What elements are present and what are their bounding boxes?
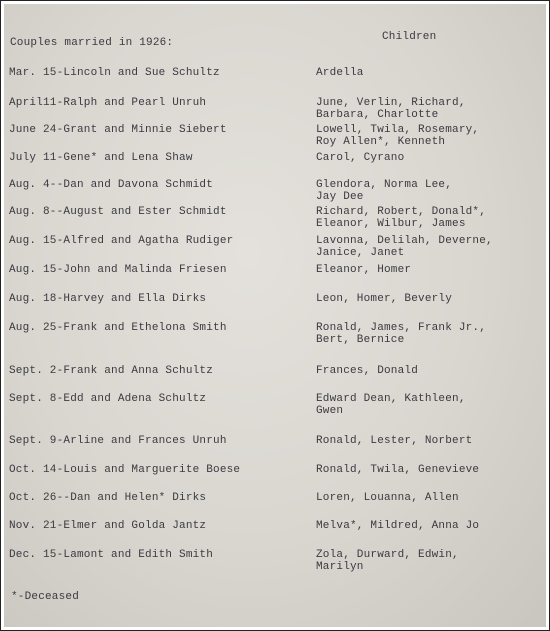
children-entry — [316, 520, 479, 532]
couple-entry: July 11-Gene* and Lena Shaw — [9, 152, 193, 164]
children-line: Lavonna, Delilah, Deverne, — [316, 235, 493, 247]
couple-entry: April11-Ralph and Pearl Unruh — [9, 97, 207, 109]
children-entry — [316, 124, 479, 148]
children-line: Ronald, James, Frank Jr., — [316, 322, 487, 334]
couple-entry: Aug. 8--August and Ester Schmidt — [9, 206, 227, 218]
children-line: Edward Dean, Kathleen, — [316, 393, 466, 405]
children-line: Ardella — [316, 67, 364, 79]
children-line: Eleanor, Wilbur, James — [316, 218, 466, 230]
children-entry — [316, 264, 411, 276]
children-entry — [316, 365, 418, 377]
document-title: Couples married in 1926: — [10, 37, 174, 49]
children-entry — [316, 97, 466, 121]
couple-entry: Sept. 8-Edd and Adena Schultz — [9, 393, 207, 405]
couple-entry: Mar. 15-Lincoln and Sue Schultz — [9, 67, 220, 79]
couple-entry: Sept. 9-Arline and Frances Unruh — [9, 435, 227, 447]
children-line: Richard, Robert, Donald*, — [316, 206, 487, 218]
couple-entry: Aug. 25-Frank and Ethelona Smith — [9, 322, 227, 334]
children-line: Ronald, Lester, Norbert — [316, 435, 473, 447]
children-entry — [316, 235, 493, 259]
children-line: Ronald, Twila, Genevieve — [316, 464, 480, 476]
children-entry — [316, 179, 452, 203]
children-line: Roy Allen*, Kenneth — [316, 136, 446, 148]
children-line: Barbara, Charlotte — [316, 109, 439, 121]
couple-entry: Oct. 26--Dan and Helen* Dirks — [9, 492, 207, 504]
children-line: Loren, Louanna, Allen — [316, 492, 459, 504]
children-line: Zola, Durward, Edwin, — [316, 549, 459, 561]
children-line: Jay Dee — [316, 191, 364, 203]
children-entry — [316, 206, 486, 230]
couple-entry: Aug. 15-John and Malinda Friesen — [9, 264, 227, 276]
typed-document-page — [4, 4, 546, 627]
children-line: Carol, Cyrano — [316, 152, 405, 164]
children-entry — [316, 322, 486, 346]
children-line: Marilyn — [316, 561, 364, 573]
couple-entry: Sept. 2-Frank and Anna Schultz — [9, 365, 214, 377]
children-line: Janice, Janet — [316, 247, 405, 259]
children-line: Eleanor, Homer — [316, 264, 412, 276]
couple-entry: Aug. 4--Dan and Davona Schmidt — [9, 179, 214, 191]
children-line: June, Verlin, Richard, — [316, 97, 466, 109]
children-line: Frances, Donald — [316, 365, 419, 377]
children-entry — [316, 67, 364, 79]
children-line: Bert, Bernice — [316, 334, 405, 346]
couple-entry: Nov. 21-Elmer and Golda Jantz — [9, 520, 207, 532]
children-entry — [316, 464, 479, 476]
couple-entry: June 24-Grant and Minnie Siebert — [9, 124, 227, 136]
children-line: Melva*, Mildred, Anna Jo — [316, 520, 480, 532]
couple-entry: Aug. 15-Alfred and Agatha Rudiger — [9, 235, 234, 247]
children-line: Lowell, Twila, Rosemary, — [316, 124, 480, 136]
couple-entry: Dec. 15-Lamont and Edith Smith — [9, 549, 214, 561]
children-line: Gwen — [316, 405, 344, 417]
couple-entry: Oct. 14-Louis and Marguerite Boese — [9, 464, 241, 476]
couple-entry: Aug. 18-Harvey and Ella Dirks — [9, 293, 207, 305]
children-entry — [316, 435, 472, 447]
children-entry — [316, 293, 452, 305]
children-line: Glendora, Norma Lee, — [316, 179, 453, 191]
children-entry — [316, 549, 459, 573]
footnote: *-Deceased — [11, 591, 80, 603]
children-entry — [316, 492, 459, 504]
children-line: Leon, Homer, Beverly — [316, 293, 453, 305]
children-column-heading: Children — [382, 31, 437, 43]
children-entry — [316, 393, 466, 417]
children-entry — [316, 152, 404, 164]
